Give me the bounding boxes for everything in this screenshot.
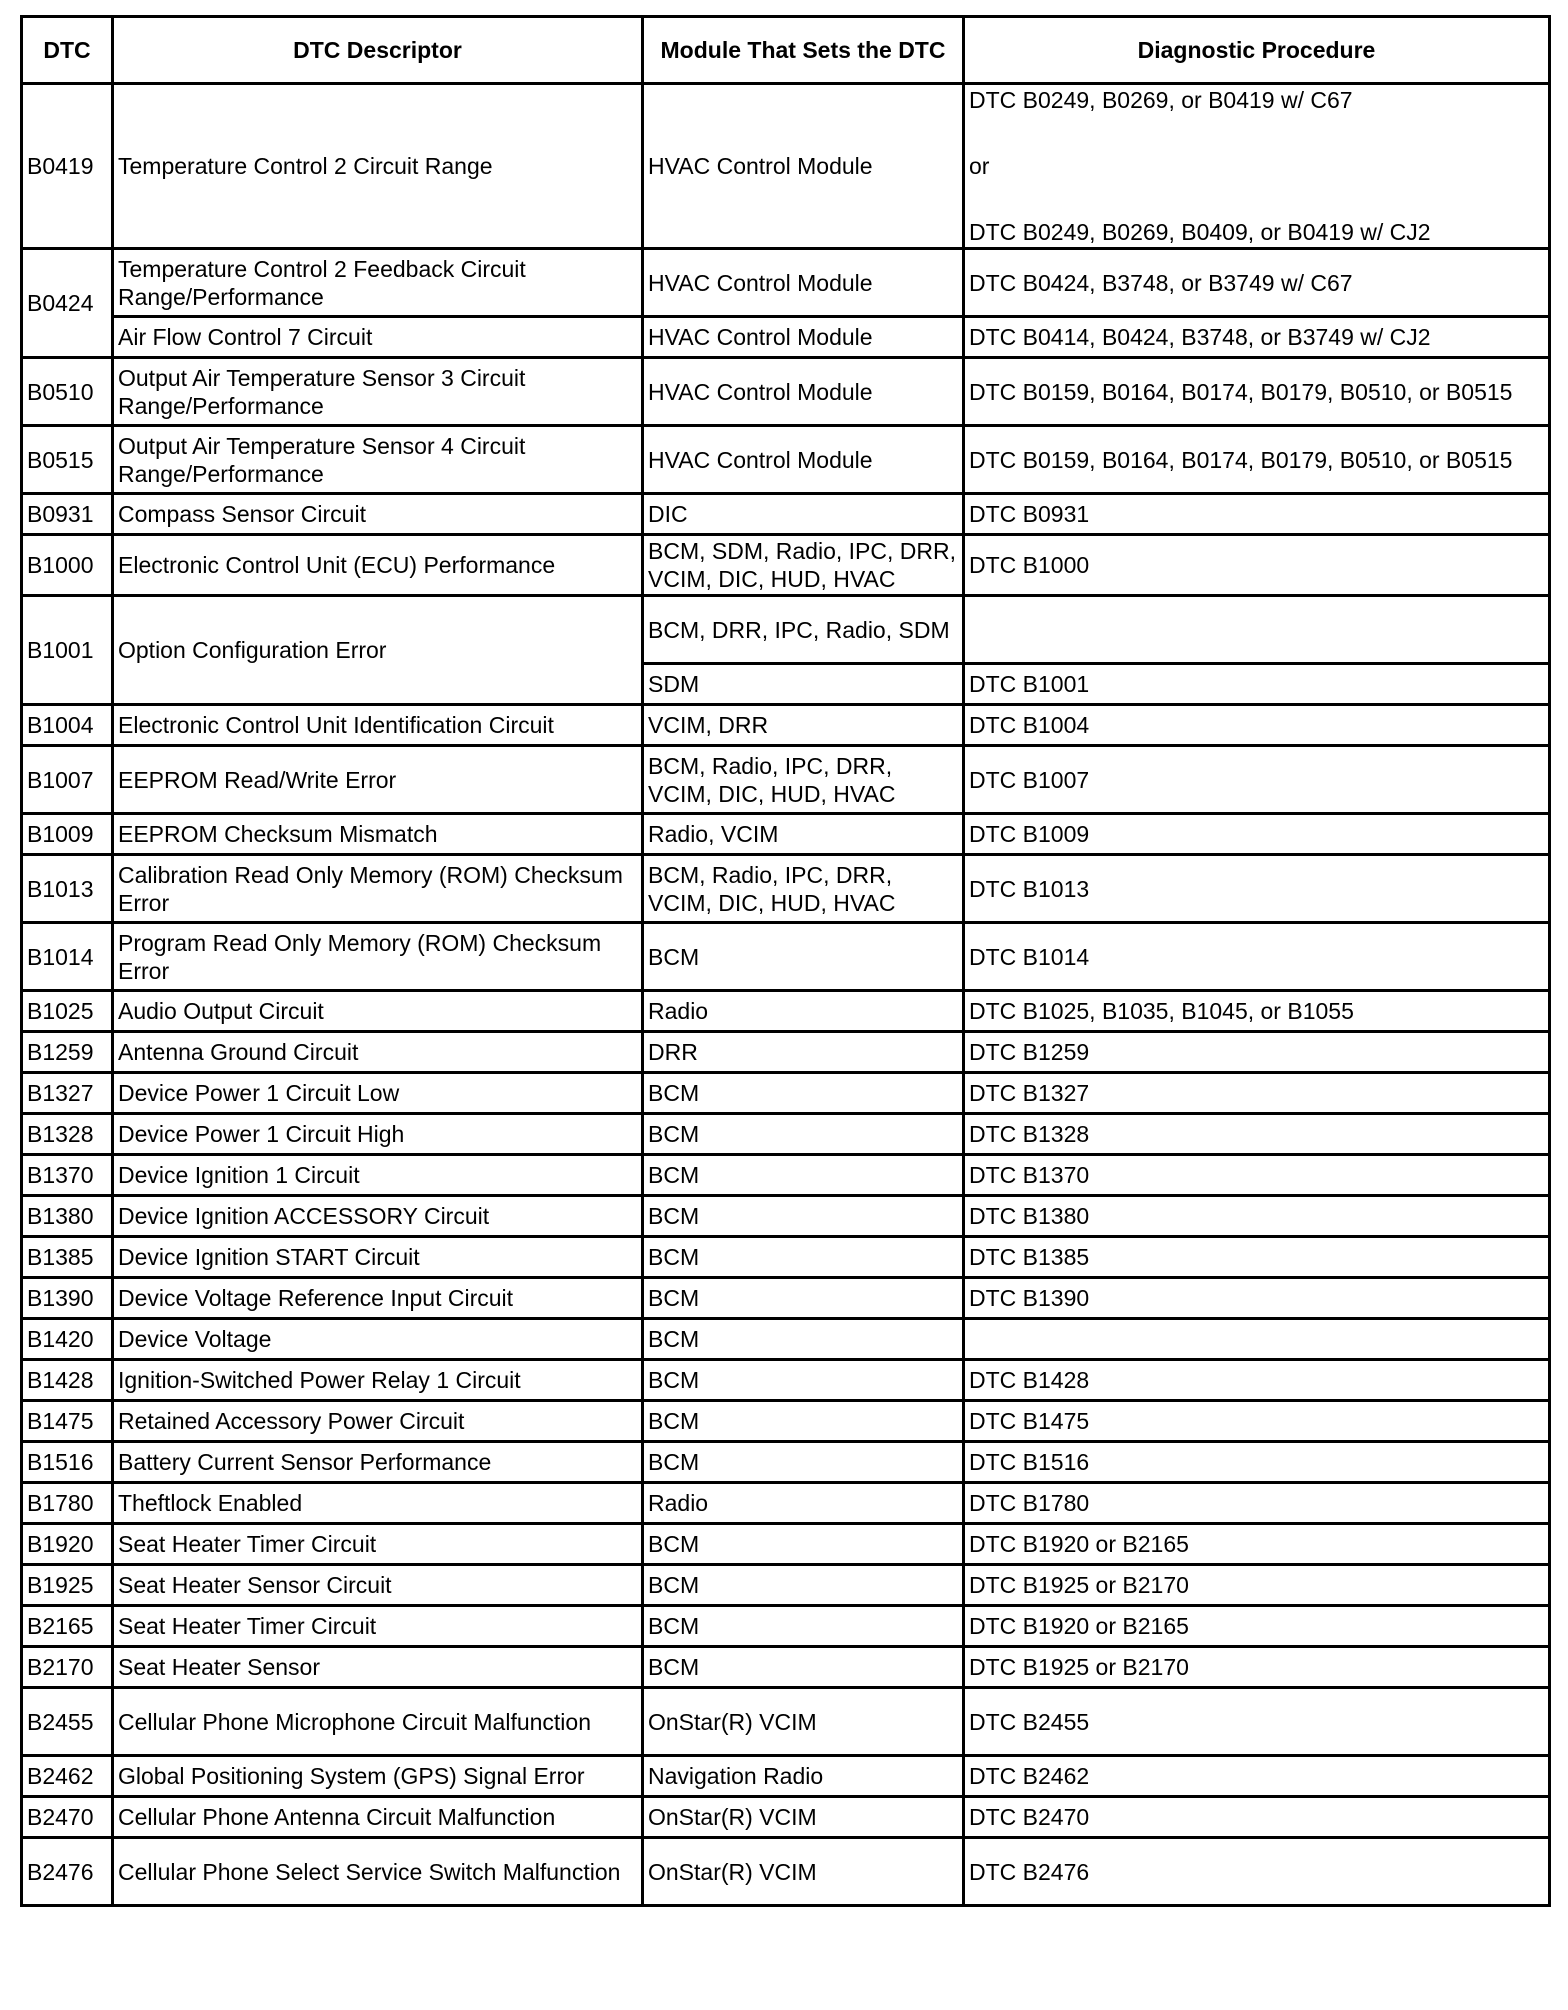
dtc-descriptor: Output Air Temperature Sensor 4 Circuit Range/Performance [113, 426, 643, 494]
dtc-module: BCM [643, 1647, 964, 1688]
table-row [22, 84, 1550, 249]
dtc-module: BCM, Radio, IPC, DRR, VCIM, DIC, HUD, HVAC [643, 855, 964, 923]
dtc-procedure: DTC B0159, B0164, B0174, B0179, B0510, or B0515 [964, 358, 1550, 426]
header-descriptor: DTC Descriptor [113, 17, 643, 84]
dtc-procedure: DTC B1925 or B2170 [964, 1565, 1550, 1606]
dtc-procedure: DTC B1009 [964, 814, 1550, 855]
dtc-module: BCM [643, 1565, 964, 1606]
dtc-code: B1259 [22, 1032, 113, 1073]
dtc-descriptor: Electronic Control Unit (ECU) Performance [113, 535, 643, 596]
dtc-code: B1025 [22, 991, 113, 1032]
dtc-descriptor: Device Ignition 1 Circuit [113, 1155, 643, 1196]
dtc-procedure: DTC B1428 [964, 1360, 1550, 1401]
dtc-descriptor: Compass Sensor Circuit [113, 494, 643, 535]
table-row [22, 1647, 1550, 1688]
dtc-module: DRR [643, 1032, 964, 1073]
table-row [22, 1838, 1550, 1906]
table-row [22, 1688, 1550, 1756]
dtc-code: B1390 [22, 1278, 113, 1319]
table-row [22, 1196, 1550, 1237]
dtc-descriptor: Seat Heater Timer Circuit [113, 1524, 643, 1565]
dtc-procedure: DTC B1920 or B2165 [964, 1606, 1550, 1647]
dtc-code: B0510 [22, 358, 113, 426]
dtc-module: VCIM, DRR [643, 705, 964, 746]
dtc-descriptor: Global Positioning System (GPS) Signal Error [113, 1756, 643, 1797]
dtc-code: B2462 [22, 1756, 113, 1797]
dtc-procedure: DTC B0159, B0164, B0174, B0179, B0510, or B0515 [964, 426, 1550, 494]
header-dtc: DTC [22, 17, 113, 84]
table-row [22, 1073, 1550, 1114]
table-row [22, 494, 1550, 535]
dtc-module: Radio [643, 1483, 964, 1524]
dtc-descriptor: Device Ignition START Circuit [113, 1237, 643, 1278]
dtc-descriptor: Battery Current Sensor Performance [113, 1442, 643, 1483]
dtc-descriptor: Temperature Control 2 Circuit Range [113, 84, 643, 249]
table-row [22, 249, 1550, 317]
dtc-module: BCM [643, 1155, 964, 1196]
dtc-code: B0419 [22, 84, 113, 249]
table-row [22, 1032, 1550, 1073]
table-row [22, 426, 1550, 494]
dtc-procedure: DTC B1475 [964, 1401, 1550, 1442]
dtc-module: BCM, DRR, IPC, Radio, SDM [643, 596, 964, 664]
dtc-procedure: DTC B1390 [964, 1278, 1550, 1319]
table-row [22, 1155, 1550, 1196]
table-row [22, 1278, 1550, 1319]
table-row [22, 1483, 1550, 1524]
dtc-procedure: DTC B0414, B0424, B3748, or B3749 w/ CJ2 [964, 317, 1550, 358]
dtc-descriptor: Seat Heater Timer Circuit [113, 1606, 643, 1647]
table-row [22, 1797, 1550, 1838]
dtc-code: B1001 [22, 596, 113, 705]
dtc-procedure: DTC B1380 [964, 1196, 1550, 1237]
table-row [22, 1524, 1550, 1565]
dtc-descriptor: EEPROM Checksum Mismatch [113, 814, 643, 855]
dtc-descriptor: Cellular Phone Microphone Circuit Malfunction [113, 1688, 643, 1756]
procedure-line: or [969, 153, 990, 179]
dtc-module: BCM, SDM, Radio, IPC, DRR, VCIM, DIC, HUD, HVAC [643, 535, 964, 596]
dtc-descriptor: Electronic Control Unit Identification Circuit [113, 705, 643, 746]
dtc-descriptor: Cellular Phone Select Service Switch Malfunction [113, 1838, 643, 1906]
dtc-module: BCM [643, 1237, 964, 1278]
dtc-module: BCM [643, 1073, 964, 1114]
dtc-module: OnStar(R) VCIM [643, 1797, 964, 1838]
dtc-descriptor: Option Configuration Error [113, 596, 643, 705]
dtc-module: BCM, Radio, IPC, DRR, VCIM, DIC, HUD, HVAC [643, 746, 964, 814]
dtc-code: B1009 [22, 814, 113, 855]
dtc-module: OnStar(R) VCIM [643, 1688, 964, 1756]
dtc-descriptor: Audio Output Circuit [113, 991, 643, 1032]
dtc-table [20, 15, 1551, 1907]
dtc-module: OnStar(R) VCIM [643, 1838, 964, 1906]
dtc-code: B2165 [22, 1606, 113, 1647]
dtc-descriptor: Device Voltage [113, 1319, 643, 1360]
dtc-module: HVAC Control Module [643, 84, 964, 249]
dtc-procedure: DTC B2476 [964, 1838, 1550, 1906]
dtc-code: B1013 [22, 855, 113, 923]
dtc-descriptor: Seat Heater Sensor [113, 1647, 643, 1688]
dtc-module: HVAC Control Module [643, 426, 964, 494]
dtc-procedure: DTC B1000 [964, 535, 1550, 596]
dtc-descriptor: Device Ignition ACCESSORY Circuit [113, 1196, 643, 1237]
dtc-procedure: DTC B1328 [964, 1114, 1550, 1155]
table-row [22, 814, 1550, 855]
table-row [22, 1756, 1550, 1797]
header-module: Module That Sets the DTC [643, 17, 964, 84]
dtc-procedure: DTC B2455 [964, 1688, 1550, 1756]
dtc-descriptor: Output Air Temperature Sensor 3 Circuit Range/Performance [113, 358, 643, 426]
table-row [22, 535, 1550, 596]
dtc-descriptor: Device Power 1 Circuit High [113, 1114, 643, 1155]
dtc-descriptor: Air Flow Control 7 Circuit [113, 317, 643, 358]
dtc-procedure: DTC B1920 or B2165 [964, 1524, 1550, 1565]
dtc-code: B1428 [22, 1360, 113, 1401]
dtc-code: B1380 [22, 1196, 113, 1237]
table-row [22, 358, 1550, 426]
dtc-code: B0424 [22, 249, 113, 358]
table-row [22, 1319, 1550, 1360]
dtc-module: BCM [643, 1278, 964, 1319]
dtc-module: SDM [643, 664, 964, 705]
dtc-procedure: DTC B1004 [964, 705, 1550, 746]
dtc-module: BCM [643, 1401, 964, 1442]
dtc-code: B1007 [22, 746, 113, 814]
dtc-procedure: DTC B0931 [964, 494, 1550, 535]
dtc-code: B1780 [22, 1483, 113, 1524]
dtc-descriptor: Program Read Only Memory (ROM) Checksum Error [113, 923, 643, 991]
dtc-procedure: DTC B1014 [964, 923, 1550, 991]
dtc-procedure: DTC B0424, B3748, or B3749 w/ C67 [964, 249, 1550, 317]
dtc-procedure: DTC B1001 [964, 664, 1550, 705]
table-row [22, 1237, 1550, 1278]
dtc-module: BCM [643, 1319, 964, 1360]
dtc-procedure: DTC B1013 [964, 855, 1550, 923]
dtc-procedure [964, 84, 1550, 249]
dtc-code: B1385 [22, 1237, 113, 1278]
dtc-module: HVAC Control Module [643, 249, 964, 317]
table-row [22, 1606, 1550, 1647]
dtc-procedure: DTC B1259 [964, 1032, 1550, 1073]
table-row [22, 746, 1550, 814]
dtc-descriptor: Device Power 1 Circuit Low [113, 1073, 643, 1114]
dtc-procedure: DTC B2470 [964, 1797, 1550, 1838]
dtc-descriptor: Seat Heater Sensor Circuit [113, 1565, 643, 1606]
dtc-module: BCM [643, 1196, 964, 1237]
dtc-module: HVAC Control Module [643, 317, 964, 358]
dtc-procedure: DTC B1370 [964, 1155, 1550, 1196]
dtc-code: B1014 [22, 923, 113, 991]
table-row [22, 317, 1550, 358]
dtc-code: B0931 [22, 494, 113, 535]
dtc-code: B2170 [22, 1647, 113, 1688]
dtc-procedure: DTC B1780 [964, 1483, 1550, 1524]
dtc-code: B1420 [22, 1319, 113, 1360]
dtc-procedure [964, 1319, 1550, 1360]
table-row [22, 1114, 1550, 1155]
table-row [22, 1401, 1550, 1442]
dtc-code: B1920 [22, 1524, 113, 1565]
dtc-procedure [964, 596, 1550, 664]
dtc-descriptor: Calibration Read Only Memory (ROM) Checksum Error [113, 855, 643, 923]
dtc-code: B1516 [22, 1442, 113, 1483]
table-row [22, 1442, 1550, 1483]
header-row [22, 17, 1550, 84]
table-row [22, 1360, 1550, 1401]
dtc-descriptor: Ignition-Switched Power Relay 1 Circuit [113, 1360, 643, 1401]
dtc-code: B1328 [22, 1114, 113, 1155]
dtc-descriptor: Device Voltage Reference Input Circuit [113, 1278, 643, 1319]
dtc-procedure: DTC B1385 [964, 1237, 1550, 1278]
dtc-module: BCM [643, 1524, 964, 1565]
dtc-descriptor: Cellular Phone Antenna Circuit Malfunction [113, 1797, 643, 1838]
dtc-module: BCM [643, 1360, 964, 1401]
table-row [22, 991, 1550, 1032]
dtc-module: BCM [643, 1442, 964, 1483]
table-row [22, 705, 1550, 746]
dtc-code: B0515 [22, 426, 113, 494]
dtc-procedure: DTC B1007 [964, 746, 1550, 814]
dtc-module: BCM [643, 923, 964, 991]
dtc-code: B2455 [22, 1688, 113, 1756]
dtc-procedure: DTC B1516 [964, 1442, 1550, 1483]
table-row [22, 596, 1550, 664]
dtc-module: BCM [643, 1114, 964, 1155]
dtc-code: B1327 [22, 1073, 113, 1114]
dtc-procedure: DTC B1327 [964, 1073, 1550, 1114]
dtc-code: B1475 [22, 1401, 113, 1442]
table-row [22, 855, 1550, 923]
dtc-procedure: DTC B2462 [964, 1756, 1550, 1797]
dtc-module: Navigation Radio [643, 1756, 964, 1797]
dtc-descriptor: Retained Accessory Power Circuit [113, 1401, 643, 1442]
dtc-code: B1000 [22, 535, 113, 596]
procedure-line: DTC B0249, B0269, or B0419 w/ C67 [969, 87, 1353, 113]
header-procedure: Diagnostic Procedure [964, 17, 1550, 84]
dtc-code: B1370 [22, 1155, 113, 1196]
dtc-descriptor: Temperature Control 2 Feedback Circuit Range/Performance [113, 249, 643, 317]
dtc-descriptor: Antenna Ground Circuit [113, 1032, 643, 1073]
table-row [22, 923, 1550, 991]
dtc-module: HVAC Control Module [643, 358, 964, 426]
dtc-module: Radio [643, 991, 964, 1032]
procedure-line: DTC B0249, B0269, B0409, or B0419 w/ CJ2 [969, 219, 1431, 245]
dtc-code: B1925 [22, 1565, 113, 1606]
dtc-code: B2476 [22, 1838, 113, 1906]
dtc-module: Radio, VCIM [643, 814, 964, 855]
dtc-module: DIC [643, 494, 964, 535]
dtc-procedure: DTC B1925 or B2170 [964, 1647, 1550, 1688]
dtc-code: B1004 [22, 705, 113, 746]
dtc-module: BCM [643, 1606, 964, 1647]
dtc-code: B2470 [22, 1797, 113, 1838]
table-row [22, 1565, 1550, 1606]
dtc-procedure: DTC B1025, B1035, B1045, or B1055 [964, 991, 1550, 1032]
dtc-descriptor: Theftlock Enabled [113, 1483, 643, 1524]
dtc-descriptor: EEPROM Read/Write Error [113, 746, 643, 814]
